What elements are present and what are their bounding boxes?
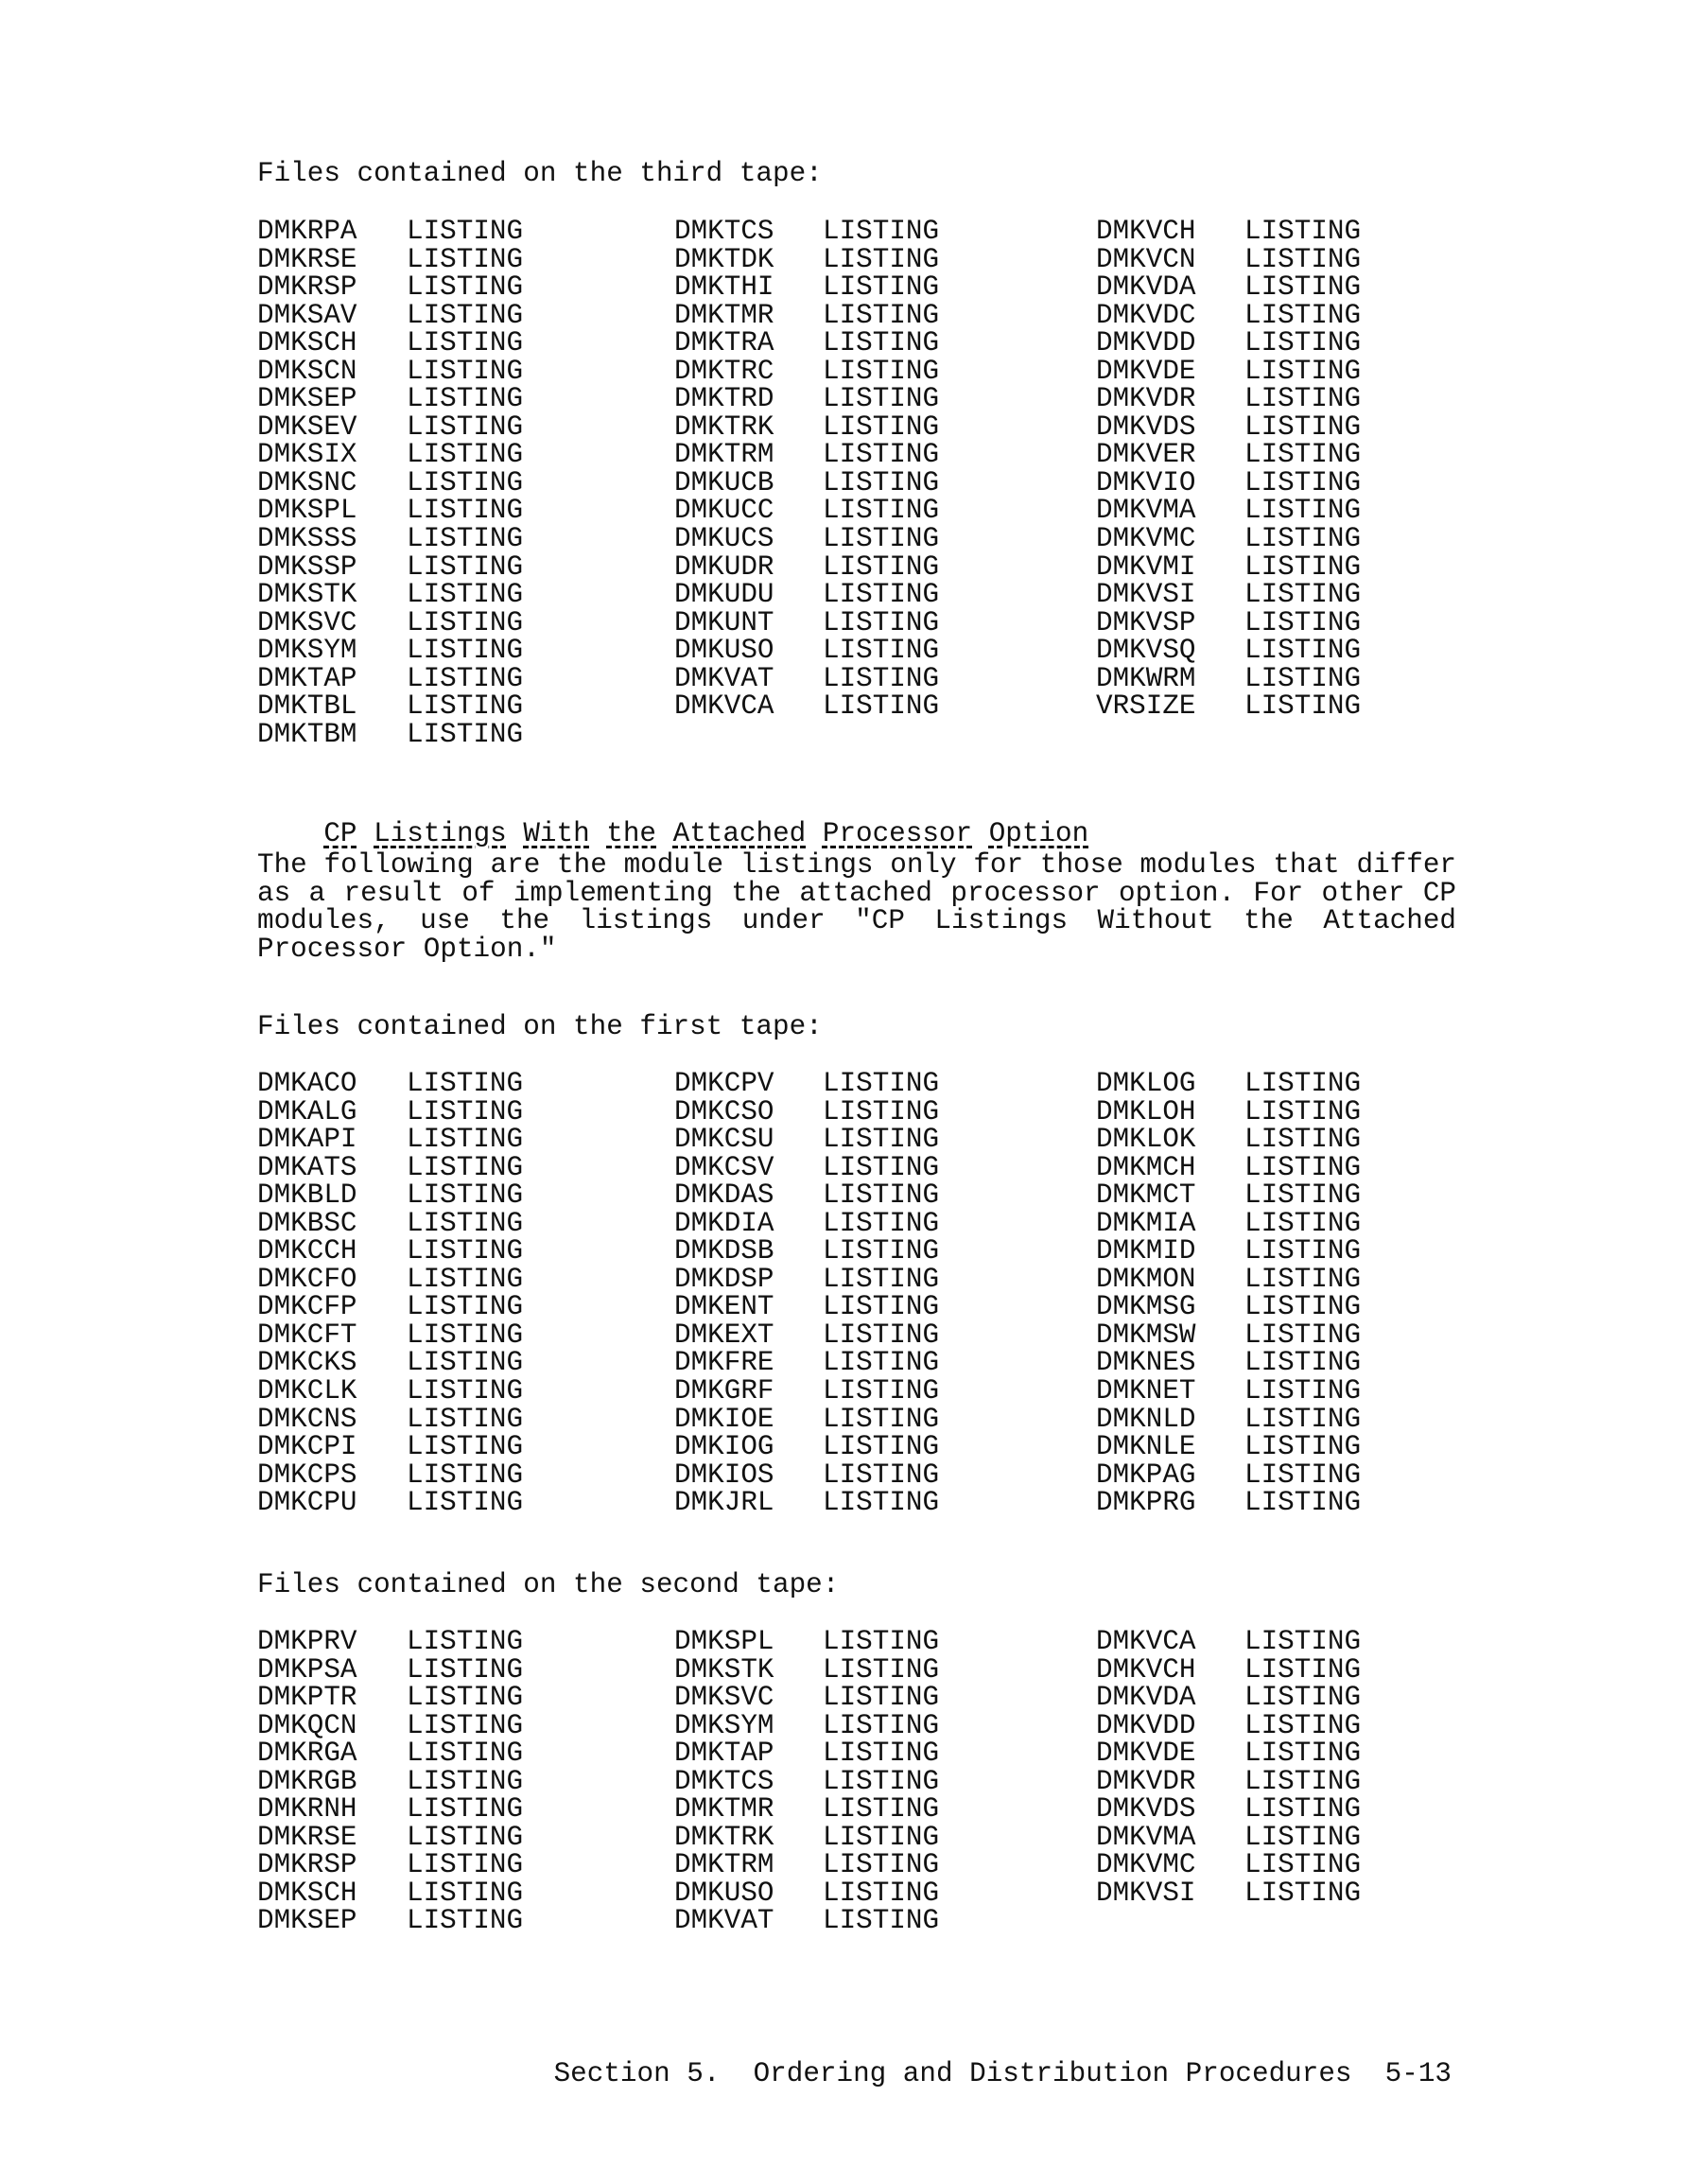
file-type: LISTING — [823, 1765, 940, 1797]
module-name: DMKSVC — [674, 1682, 774, 1714]
module-name: DMKVAT — [674, 1905, 774, 1937]
file-type: LISTING — [1244, 1431, 1362, 1463]
file-type: LISTING — [407, 327, 524, 359]
paragraph-line: Processor Option." — [257, 933, 557, 965]
file-type: LISTING — [823, 1319, 940, 1351]
module-name: DMKRSE — [257, 1821, 357, 1853]
module-name: DMKTRK — [674, 411, 774, 443]
paragraph-line: modules, use the listings under "CP Listings Without the Attached — [257, 905, 1456, 937]
file-type: LISTING — [823, 383, 940, 415]
module-name: DMKCFO — [257, 1263, 357, 1295]
module-name: DMKSTK — [674, 1653, 774, 1686]
file-type: LISTING — [1244, 243, 1362, 275]
module-name: DMKNLE — [1096, 1431, 1196, 1463]
first-tape-heading: Files contained on the first tape: — [257, 1011, 823, 1042]
module-name: DMKMSW — [1096, 1319, 1196, 1351]
page-number: 5-13 — [1384, 2058, 1452, 2089]
file-type: LISTING — [823, 1849, 940, 1881]
file-type: LISTING — [407, 466, 524, 498]
module-name: DMKFRE — [674, 1347, 774, 1379]
file-type: LISTING — [823, 1682, 940, 1714]
module-name: DMKCCH — [257, 1235, 357, 1267]
module-name: DMKVSI — [1096, 579, 1196, 611]
file-type: LISTING — [1244, 383, 1362, 415]
module-name: DMKSEP — [257, 1905, 357, 1937]
module-name: DMKVAT — [674, 662, 774, 694]
module-name: DMKTRM — [674, 439, 774, 471]
file-type: LISTING — [823, 1709, 940, 1741]
file-type: LISTING — [823, 1793, 940, 1826]
module-name: DMKVMI — [1096, 550, 1196, 583]
file-type: LISTING — [823, 1487, 940, 1519]
module-name: DMKCKS — [257, 1347, 357, 1379]
module-name: DMKENT — [674, 1291, 774, 1323]
module-name: DMKVDA — [1096, 271, 1196, 304]
file-type: LISTING — [407, 579, 524, 611]
file-type: LISTING — [823, 1207, 940, 1239]
module-name: DMKCFT — [257, 1319, 357, 1351]
file-type: LISTING — [823, 1068, 940, 1099]
module-name: VRSIZE — [1096, 690, 1196, 723]
module-name: DMKDIA — [674, 1207, 774, 1239]
file-type: LISTING — [823, 495, 940, 527]
file-type: LISTING — [407, 635, 524, 667]
module-name: DMKMID — [1096, 1235, 1196, 1267]
module-name: DMKRGB — [257, 1765, 357, 1797]
file-type: LISTING — [407, 1151, 524, 1183]
file-type: LISTING — [823, 439, 940, 471]
file-type: LISTING — [1244, 1263, 1362, 1295]
file-type: LISTING — [407, 1347, 524, 1379]
module-name: DMKMIA — [1096, 1207, 1196, 1239]
module-name: DMKSEV — [257, 411, 357, 443]
title-word: Attached — [672, 818, 807, 850]
module-name: DMKTRC — [674, 355, 774, 387]
file-type: LISTING — [1244, 1653, 1362, 1686]
file-type: LISTING — [823, 662, 940, 694]
file-type: LISTING — [1244, 1319, 1362, 1351]
module-name: DMKSNC — [257, 466, 357, 498]
module-name: DMKRSP — [257, 1849, 357, 1881]
module-name: DMKVDD — [1096, 1709, 1196, 1741]
module-name: DMKGRF — [674, 1375, 774, 1407]
file-type: LISTING — [407, 355, 524, 387]
module-name: DMKVDE — [1096, 1738, 1196, 1770]
module-name: DMKTAP — [257, 662, 357, 694]
file-type: LISTING — [407, 523, 524, 555]
module-name: DMKJRL — [674, 1487, 774, 1519]
file-type: LISTING — [823, 1179, 940, 1212]
file-type: LISTING — [407, 1709, 524, 1741]
module-name: DMKSYM — [257, 635, 357, 667]
file-type: LISTING — [1244, 411, 1362, 443]
module-name: DMKRSP — [257, 271, 357, 304]
file-type: LISTING — [823, 1403, 940, 1435]
file-type: LISTING — [823, 1375, 940, 1407]
file-type: LISTING — [1244, 1235, 1362, 1267]
file-type: LISTING — [1244, 1347, 1362, 1379]
file-type: LISTING — [1244, 1793, 1362, 1826]
module-name: DMKTRA — [674, 327, 774, 359]
section-title — [257, 793, 1089, 850]
module-name: DMKCSO — [674, 1095, 774, 1127]
file-type: LISTING — [823, 271, 940, 304]
title-word: With — [523, 818, 590, 850]
footer-section: Section 5. — [553, 2058, 721, 2089]
page-footer — [257, 2058, 1452, 2089]
module-name: DMKVCH — [1096, 216, 1196, 247]
module-name: DMKSVC — [257, 606, 357, 638]
file-type: LISTING — [407, 1068, 524, 1099]
module-name: DMKMCH — [1096, 1151, 1196, 1183]
title-word: Processor — [822, 818, 973, 850]
module-name: DMKCPI — [257, 1431, 357, 1463]
module-name: DMKVDA — [1096, 1682, 1196, 1714]
module-name: DMKWRM — [1096, 662, 1196, 694]
file-type: LISTING — [823, 411, 940, 443]
file-type: LISTING — [1244, 690, 1362, 723]
file-type: LISTING — [1244, 1403, 1362, 1435]
module-name: DMKUCS — [674, 523, 774, 555]
module-name: DMKPAG — [1096, 1459, 1196, 1491]
file-type: LISTING — [823, 1235, 940, 1267]
file-type: LISTING — [407, 662, 524, 694]
file-type: LISTING — [407, 439, 524, 471]
file-type: LISTING — [407, 550, 524, 583]
file-type: LISTING — [1244, 1765, 1362, 1797]
file-type: LISTING — [823, 1095, 940, 1127]
module-name: DMKCPV — [674, 1068, 774, 1099]
module-name: DMKPRV — [257, 1626, 357, 1657]
module-name: DMKVDS — [1096, 411, 1196, 443]
module-name: DMKVDR — [1096, 1765, 1196, 1797]
module-name: DMKCFP — [257, 1291, 357, 1323]
file-type: LISTING — [407, 718, 524, 750]
module-name: DMKVMA — [1096, 495, 1196, 527]
file-type: LISTING — [407, 1487, 524, 1519]
module-name: DMKVIO — [1096, 466, 1196, 498]
module-name: DMKVMC — [1096, 1849, 1196, 1881]
module-name: DMKIOE — [674, 1403, 774, 1435]
footer-title: Ordering and Distribution Procedures — [753, 2058, 1352, 2089]
file-type: LISTING — [823, 1124, 940, 1156]
file-type: LISTING — [1244, 355, 1362, 387]
module-name: DMKSSP — [257, 550, 357, 583]
file-type: LISTING — [823, 635, 940, 667]
module-name: DMKTCS — [674, 1765, 774, 1797]
title-word: Listings — [374, 818, 507, 850]
file-type: LISTING — [1244, 1375, 1362, 1407]
module-name: DMKSIX — [257, 439, 357, 471]
module-name: DMKVSP — [1096, 606, 1196, 638]
file-type: LISTING — [1244, 439, 1362, 471]
module-name: DMKVCH — [1096, 1653, 1196, 1686]
file-type: LISTING — [407, 1626, 524, 1657]
module-name: DMKSYM — [674, 1709, 774, 1741]
file-type: LISTING — [1244, 1738, 1362, 1770]
file-type: LISTING — [407, 1849, 524, 1881]
module-name: DMKVSQ — [1096, 635, 1196, 667]
module-name: DMKTRM — [674, 1849, 774, 1881]
module-name: DMKPTR — [257, 1682, 357, 1714]
module-name: DMKVMC — [1096, 523, 1196, 555]
module-name: DMKIOS — [674, 1459, 774, 1491]
module-name: DMKMON — [1096, 1263, 1196, 1295]
file-type: LISTING — [407, 243, 524, 275]
file-type: LISTING — [823, 299, 940, 331]
file-type: LISTING — [407, 1431, 524, 1463]
file-type: LISTING — [823, 606, 940, 638]
module-name: DMKVCA — [674, 690, 774, 723]
file-type: LISTING — [1244, 271, 1362, 304]
module-name: DMKSEP — [257, 383, 357, 415]
file-type: LISTING — [1244, 550, 1362, 583]
file-type: LISTING — [823, 355, 940, 387]
file-type: LISTING — [1244, 1487, 1362, 1519]
module-name: DMKTBL — [257, 690, 357, 723]
file-type: LISTING — [823, 327, 940, 359]
file-type: LISTING — [407, 1403, 524, 1435]
module-name: DMKCLK — [257, 1375, 357, 1407]
module-name: DMKTRD — [674, 383, 774, 415]
module-name: DMKPRG — [1096, 1487, 1196, 1519]
module-name: DMKNET — [1096, 1375, 1196, 1407]
module-name: DMKTMR — [674, 1793, 774, 1826]
file-type: LISTING — [823, 1738, 940, 1770]
module-name: DMKRGA — [257, 1738, 357, 1770]
file-type: LISTING — [407, 1235, 524, 1267]
file-type: LISTING — [823, 523, 940, 555]
file-type: LISTING — [407, 1263, 524, 1295]
module-name: DMKTBM — [257, 718, 357, 750]
file-type: LISTING — [407, 1095, 524, 1127]
file-type: LISTING — [407, 1877, 524, 1909]
module-name: DMKUDU — [674, 579, 774, 611]
file-type: LISTING — [823, 1821, 940, 1853]
file-type: LISTING — [1244, 1095, 1362, 1127]
module-name: DMKQCN — [257, 1709, 357, 1741]
module-name: DMKTRK — [674, 1821, 774, 1853]
file-type: LISTING — [407, 1459, 524, 1491]
file-type: LISTING — [407, 216, 524, 247]
module-name: DMKUDR — [674, 550, 774, 583]
module-name: DMKCSU — [674, 1124, 774, 1156]
paragraph-line: as a result of implementing the attached processor option. For other CP — [257, 877, 1456, 909]
module-name: DMKVER — [1096, 439, 1196, 471]
module-name: DMKVDE — [1096, 355, 1196, 387]
file-type: LISTING — [407, 383, 524, 415]
module-name: DMKPSA — [257, 1653, 357, 1686]
module-name: DMKCPU — [257, 1487, 357, 1519]
file-type: LISTING — [407, 1738, 524, 1770]
module-name: DMKDSP — [674, 1263, 774, 1295]
file-type: LISTING — [1244, 1682, 1362, 1714]
file-type: LISTING — [407, 1375, 524, 1407]
file-type: LISTING — [1244, 299, 1362, 331]
file-type: LISTING — [1244, 495, 1362, 527]
module-name: DMKMCT — [1096, 1179, 1196, 1212]
file-type: LISTING — [1244, 1709, 1362, 1741]
module-name: DMKSPL — [257, 495, 357, 527]
module-name: DMKVMA — [1096, 1821, 1196, 1853]
module-name: DMKRSE — [257, 243, 357, 275]
file-type: LISTING — [823, 1653, 940, 1686]
module-name: DMKTHI — [674, 271, 774, 304]
file-type: LISTING — [407, 1821, 524, 1853]
module-name: DMKMSG — [1096, 1291, 1196, 1323]
file-type: LISTING — [823, 1151, 940, 1183]
module-name: DMKSPL — [674, 1626, 774, 1657]
module-name: DMKACO — [257, 1068, 357, 1099]
file-type: LISTING — [1244, 523, 1362, 555]
file-type: LISTING — [407, 1793, 524, 1826]
file-type: LISTING — [1244, 1626, 1362, 1657]
file-type: LISTING — [823, 1347, 940, 1379]
file-type: LISTING — [1244, 216, 1362, 247]
third-tape-heading: Files contained on the third tape: — [257, 158, 823, 189]
file-type: LISTING — [1244, 1207, 1362, 1239]
file-type: LISTING — [407, 606, 524, 638]
file-type: LISTING — [407, 495, 524, 527]
file-type: LISTING — [407, 690, 524, 723]
file-type: LISTING — [407, 1319, 524, 1351]
module-name: DMKUCC — [674, 495, 774, 527]
file-type: LISTING — [1244, 1877, 1362, 1909]
title-word: the — [606, 818, 657, 850]
module-name: DMKVDD — [1096, 327, 1196, 359]
module-name: DMKCSV — [674, 1151, 774, 1183]
module-name: DMKAPI — [257, 1124, 357, 1156]
module-name: DMKTCS — [674, 216, 774, 247]
file-type: LISTING — [1244, 662, 1362, 694]
module-name: DMKVDS — [1096, 1793, 1196, 1826]
file-type: LISTING — [407, 271, 524, 304]
intro-paragraph — [257, 851, 1456, 963]
file-type: LISTING — [407, 1207, 524, 1239]
file-type: LISTING — [823, 1291, 940, 1323]
module-name: DMKUSO — [674, 1877, 774, 1909]
file-type: LISTING — [1244, 1291, 1362, 1323]
module-name: DMKNES — [1096, 1347, 1196, 1379]
title-word: CP — [323, 818, 357, 850]
module-name: DMKBLD — [257, 1179, 357, 1212]
title-word: Option — [988, 818, 1089, 850]
file-type: LISTING — [407, 411, 524, 443]
module-name: DMKDSB — [674, 1235, 774, 1267]
file-type: LISTING — [1244, 579, 1362, 611]
file-type: LISTING — [823, 1905, 940, 1937]
module-name: DMKRNH — [257, 1793, 357, 1826]
module-name: DMKCNS — [257, 1403, 357, 1435]
module-name: DMKRPA — [257, 216, 357, 247]
module-name: DMKVCN — [1096, 243, 1196, 275]
file-type: LISTING — [407, 1653, 524, 1686]
module-name: DMKSSS — [257, 523, 357, 555]
module-name: DMKTDK — [674, 243, 774, 275]
module-name: DMKEXT — [674, 1319, 774, 1351]
module-name: DMKLOH — [1096, 1095, 1196, 1127]
module-name: DMKDAS — [674, 1179, 774, 1212]
file-type: LISTING — [823, 690, 940, 723]
module-name: DMKSTK — [257, 579, 357, 611]
module-name: DMKTMR — [674, 299, 774, 331]
file-type: LISTING — [823, 1459, 940, 1491]
file-type: LISTING — [1244, 466, 1362, 498]
file-type: LISTING — [823, 1431, 940, 1463]
file-type: LISTING — [823, 1263, 940, 1295]
file-type: LISTING — [1244, 1821, 1362, 1853]
module-name: DMKSAV — [257, 299, 357, 331]
file-type: LISTING — [407, 299, 524, 331]
module-name: DMKVDR — [1096, 383, 1196, 415]
file-type: LISTING — [407, 1905, 524, 1937]
file-type: LISTING — [407, 1124, 524, 1156]
file-type: LISTING — [407, 1179, 524, 1212]
file-type: LISTING — [1244, 1124, 1362, 1156]
file-type: LISTING — [407, 1682, 524, 1714]
file-type: LISTING — [823, 216, 940, 247]
module-name: DMKLOK — [1096, 1124, 1196, 1156]
module-name: DMKSCH — [257, 327, 357, 359]
module-name: DMKCPS — [257, 1459, 357, 1491]
module-name: DMKATS — [257, 1151, 357, 1183]
module-name: DMKIOG — [674, 1431, 774, 1463]
module-name: DMKLOG — [1096, 1068, 1196, 1099]
module-name: DMKVSI — [1096, 1877, 1196, 1909]
file-type: LISTING — [823, 1877, 940, 1909]
file-type: LISTING — [1244, 635, 1362, 667]
file-type: LISTING — [407, 1765, 524, 1797]
file-type: LISTING — [1244, 327, 1362, 359]
module-name: DMKUCB — [674, 466, 774, 498]
file-type: LISTING — [1244, 1068, 1362, 1099]
file-type: LISTING — [407, 1291, 524, 1323]
module-name: DMKVCA — [1096, 1626, 1196, 1657]
module-name: DMKUSO — [674, 635, 774, 667]
module-name: DMKALG — [257, 1095, 357, 1127]
file-type: LISTING — [823, 243, 940, 275]
module-name: DMKNLD — [1096, 1403, 1196, 1435]
file-type: LISTING — [1244, 1849, 1362, 1881]
file-type: LISTING — [1244, 606, 1362, 638]
file-type: LISTING — [823, 1626, 940, 1657]
file-type: LISTING — [1244, 1459, 1362, 1491]
second-tape-heading: Files contained on the second tape: — [257, 1569, 840, 1600]
module-name: DMKTAP — [674, 1738, 774, 1770]
module-name: DMKSCH — [257, 1877, 357, 1909]
module-name: DMKUNT — [674, 606, 774, 638]
file-type: LISTING — [1244, 1179, 1362, 1212]
module-name: DMKBSC — [257, 1207, 357, 1239]
file-type: LISTING — [1244, 1151, 1362, 1183]
paragraph-line: The following are the module listings only for those modules that differ — [257, 849, 1456, 881]
file-type: LISTING — [823, 466, 940, 498]
file-type: LISTING — [823, 550, 940, 583]
file-type: LISTING — [823, 579, 940, 611]
module-name: DMKSCN — [257, 355, 357, 387]
module-name: DMKVDC — [1096, 299, 1196, 331]
